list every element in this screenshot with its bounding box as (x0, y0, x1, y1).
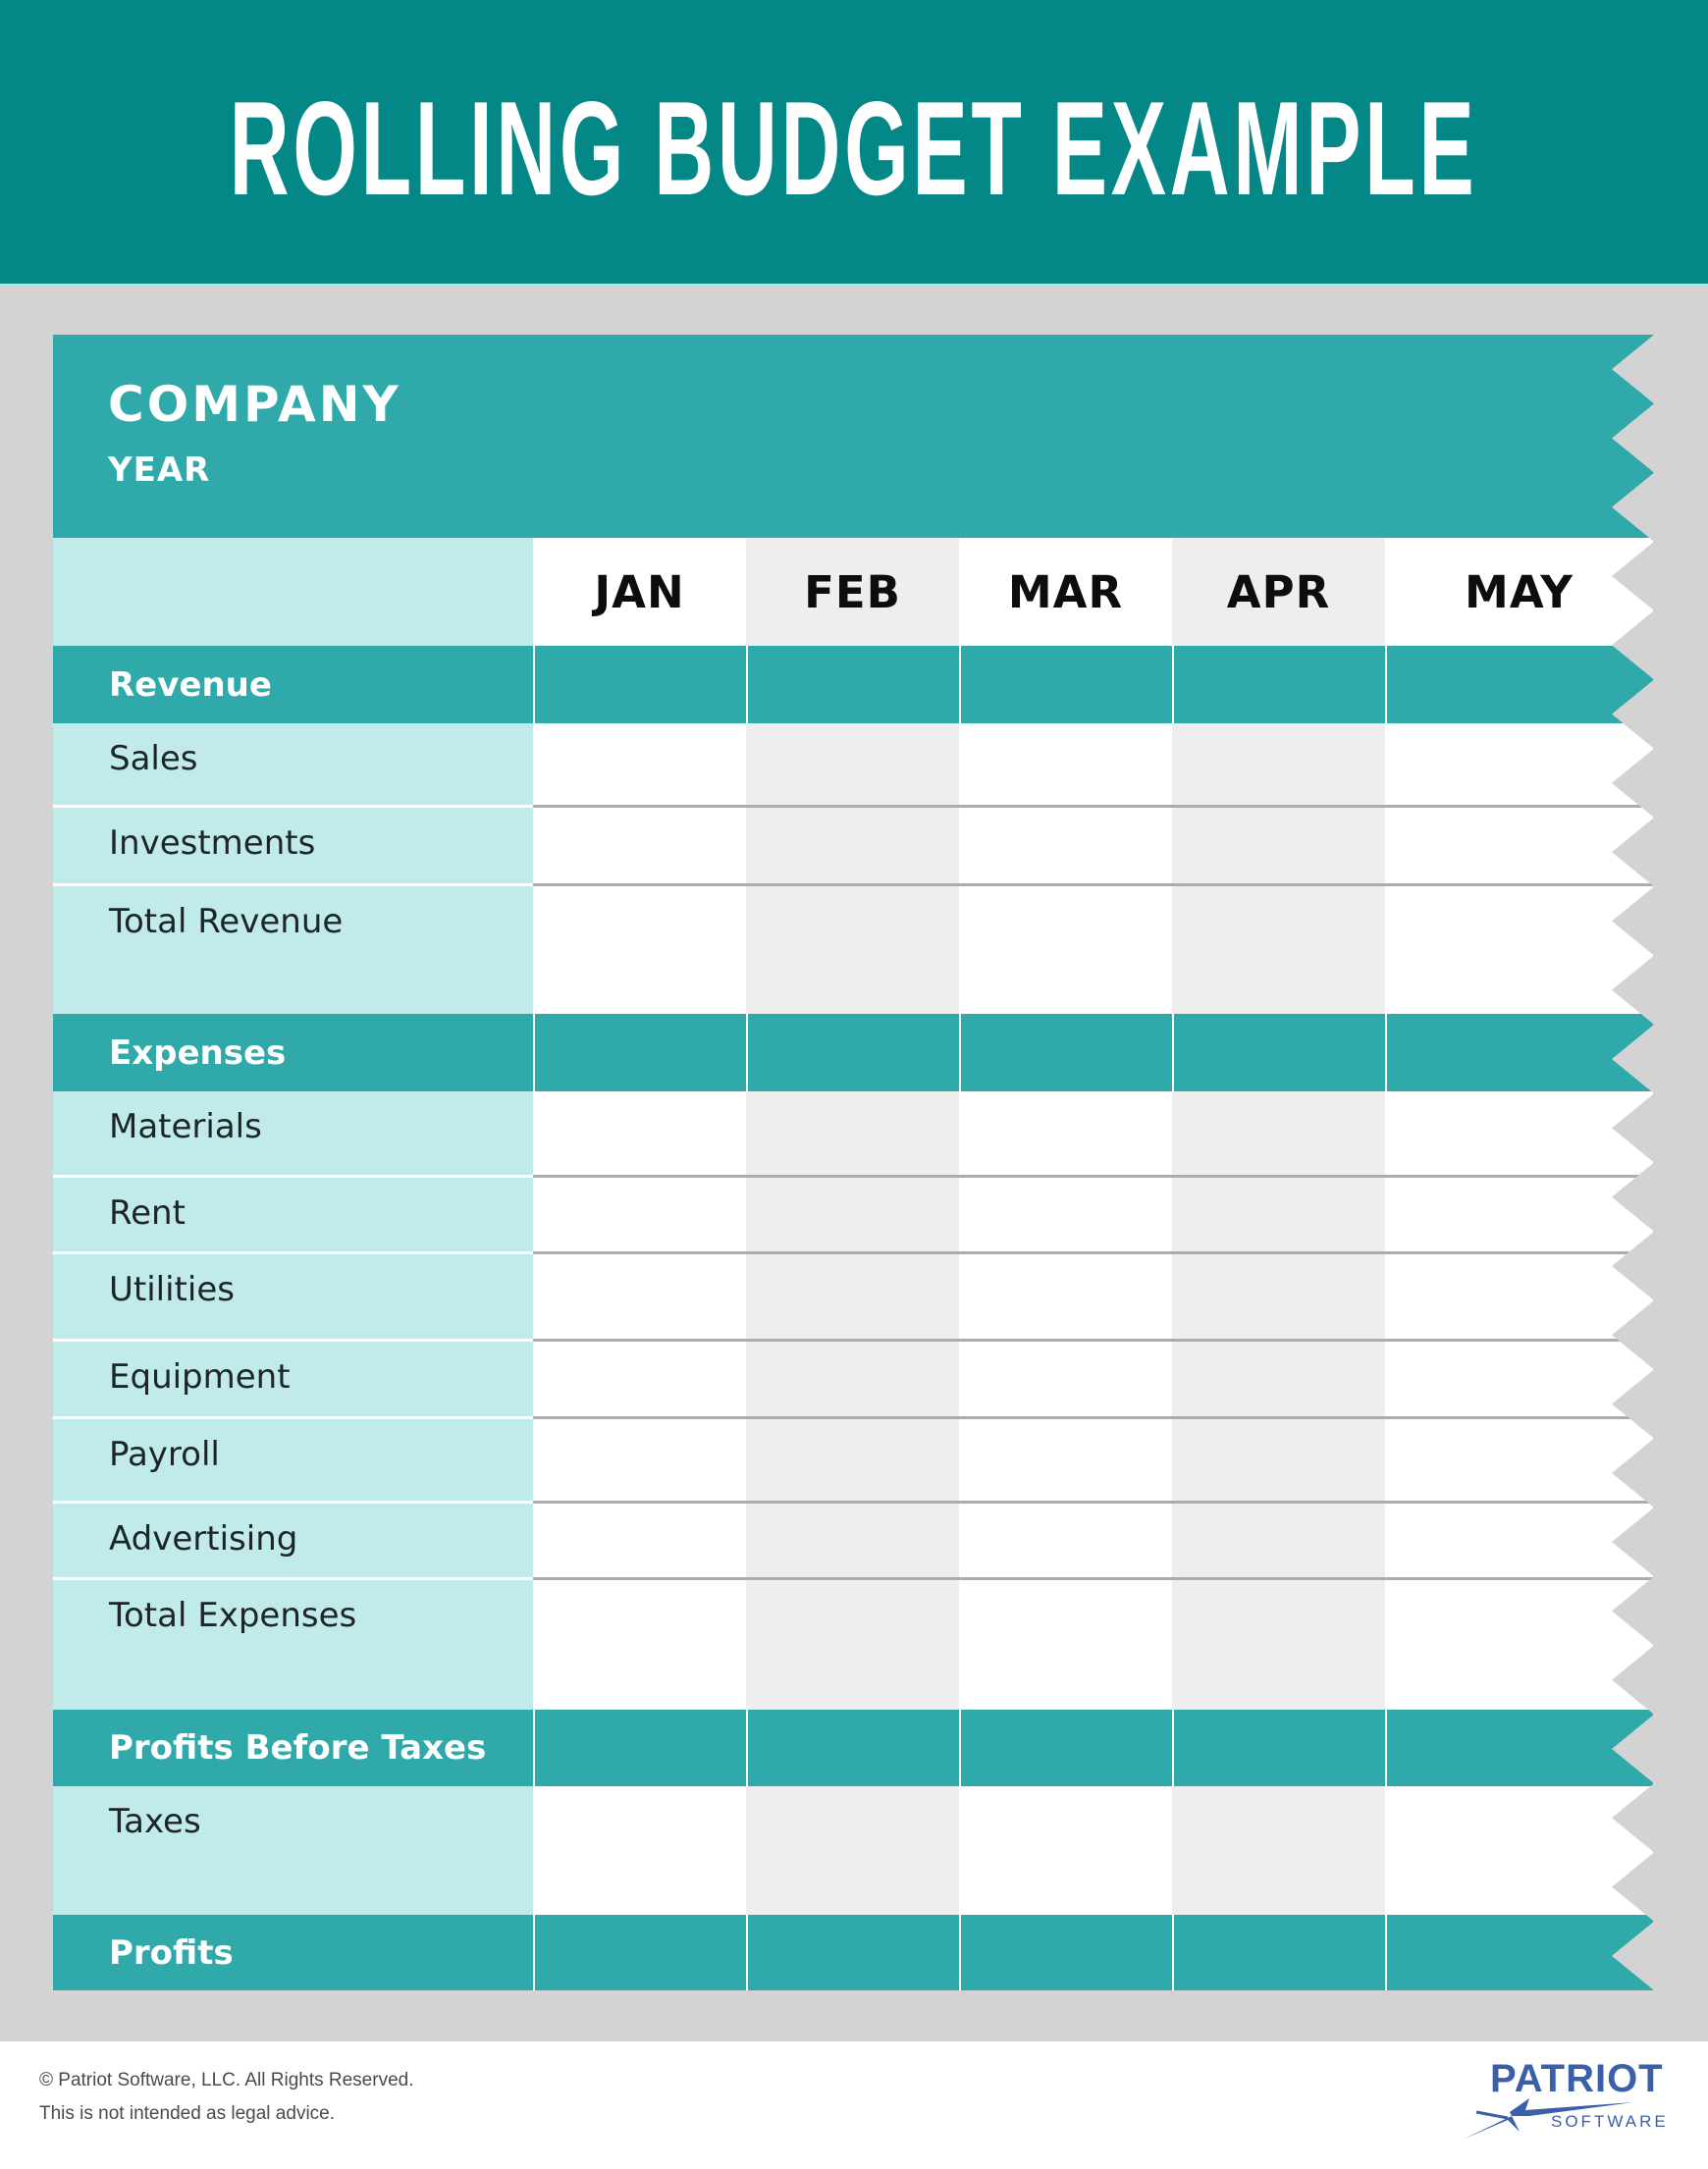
logo-subtitle: SOFTWARE (1551, 2112, 1669, 2131)
row-total-revenue (53, 886, 1654, 1014)
section-revenue (53, 646, 1654, 723)
row-taxes (53, 1786, 1654, 1915)
cell-jan[interactable] (533, 1786, 746, 1915)
cell-apr[interactable] (1172, 1254, 1385, 1342)
section-label: Profits Before Taxes (53, 1710, 533, 1786)
cell-feb[interactable] (746, 1419, 959, 1504)
cell-mar[interactable] (959, 1091, 1172, 1178)
cell-apr[interactable] (1172, 1915, 1385, 1990)
row-utilities (53, 1254, 1654, 1342)
cell-apr[interactable] (1172, 1342, 1385, 1419)
cell-feb[interactable] (746, 1178, 959, 1254)
section-label: Profits (53, 1915, 533, 1990)
patriot-software-logo (1461, 2057, 1677, 2140)
logo-wordmark: PATRIOT (1490, 2057, 1664, 2100)
row-rent (53, 1178, 1654, 1254)
page-header (0, 0, 1708, 284)
cell-mar[interactable] (959, 1710, 1172, 1786)
cell-jan[interactable] (533, 886, 746, 1014)
company-band (53, 335, 1654, 538)
zigzag-edge-decoration (1610, 335, 1669, 1990)
cell-mar[interactable] (959, 1419, 1172, 1504)
month-header-mar: MAR (959, 538, 1172, 646)
row-label: Materials (53, 1091, 533, 1178)
cell-mar[interactable] (959, 1014, 1172, 1091)
header-spacer (53, 538, 533, 646)
section-label: Expenses (53, 1014, 533, 1091)
cell-jan[interactable] (533, 1014, 746, 1091)
cell-feb[interactable] (746, 1342, 959, 1419)
cell-mar[interactable] (959, 1254, 1172, 1342)
section-profits-before-taxes (53, 1710, 1654, 1786)
cell-jan[interactable] (533, 723, 746, 808)
cell-jan[interactable] (533, 1504, 746, 1580)
month-header-jan: JAN (533, 538, 746, 646)
cell-apr[interactable] (1172, 1419, 1385, 1504)
row-label: Rent (53, 1178, 533, 1254)
cell-apr[interactable] (1172, 723, 1385, 808)
cell-apr[interactable] (1172, 1504, 1385, 1580)
cell-apr[interactable] (1172, 808, 1385, 886)
cell-apr[interactable] (1172, 1014, 1385, 1091)
cell-jan[interactable] (533, 1915, 746, 1990)
row-label: Sales (53, 723, 533, 808)
cell-feb[interactable] (746, 1580, 959, 1710)
cell-feb[interactable] (746, 1254, 959, 1342)
copyright-text: © Patriot Software, LLC. All Rights Reserved. (39, 2070, 414, 2090)
row-label: Total Expenses (53, 1580, 533, 1710)
month-header-feb: FEB (746, 538, 959, 646)
cell-apr[interactable] (1172, 1580, 1385, 1710)
row-total-expenses (53, 1580, 1654, 1710)
section-expenses (53, 1014, 1654, 1091)
cell-apr[interactable] (1172, 886, 1385, 1014)
cell-feb[interactable] (746, 808, 959, 886)
month-header-apr: APR (1172, 538, 1385, 646)
cell-jan[interactable] (533, 1419, 746, 1504)
cell-mar[interactable] (959, 1580, 1172, 1710)
cell-apr[interactable] (1172, 646, 1385, 723)
cell-jan[interactable] (533, 1710, 746, 1786)
cell-feb[interactable] (746, 1014, 959, 1091)
cell-jan[interactable] (533, 1254, 746, 1342)
cell-mar[interactable] (959, 1178, 1172, 1254)
cell-mar[interactable] (959, 808, 1172, 886)
cell-apr[interactable] (1172, 1178, 1385, 1254)
row-equipment (53, 1342, 1654, 1419)
cell-jan[interactable] (533, 1342, 746, 1419)
cell-feb[interactable] (746, 1091, 959, 1178)
cell-mar[interactable] (959, 1915, 1172, 1990)
cell-jan[interactable] (533, 1580, 746, 1710)
cell-jan[interactable] (533, 1091, 746, 1178)
cell-feb[interactable] (746, 1915, 959, 1990)
cell-apr[interactable] (1172, 1091, 1385, 1178)
cell-mar[interactable] (959, 1786, 1172, 1915)
company-name: COMPANY (108, 376, 401, 433)
cell-jan[interactable] (533, 646, 746, 723)
row-label: Total Revenue (53, 886, 533, 1014)
cell-apr[interactable] (1172, 1710, 1385, 1786)
row-payroll (53, 1419, 1654, 1504)
cell-feb[interactable] (746, 1786, 959, 1915)
row-label: Advertising (53, 1504, 533, 1580)
month-header-row (53, 538, 1654, 646)
cell-feb[interactable] (746, 886, 959, 1014)
row-label: Equipment (53, 1342, 533, 1419)
cell-jan[interactable] (533, 808, 746, 886)
cell-mar[interactable] (959, 1342, 1172, 1419)
row-label: Investments (53, 808, 533, 886)
cell-mar[interactable] (959, 1504, 1172, 1580)
cell-feb[interactable] (746, 646, 959, 723)
cell-feb[interactable] (746, 1504, 959, 1580)
row-label: Utilities (53, 1254, 533, 1342)
cell-mar[interactable] (959, 723, 1172, 808)
cell-feb[interactable] (746, 1710, 959, 1786)
cell-apr[interactable] (1172, 1786, 1385, 1915)
month-header-may: MAY (1385, 538, 1653, 646)
row-investments (53, 808, 1654, 886)
cell-feb[interactable] (746, 723, 959, 808)
cell-mar[interactable] (959, 646, 1172, 723)
company-year: YEAR (108, 450, 211, 490)
cell-mar[interactable] (959, 886, 1172, 1014)
row-sales (53, 723, 1654, 808)
row-materials (53, 1091, 1654, 1178)
row-label: Payroll (53, 1419, 533, 1504)
section-label: Revenue (53, 646, 533, 723)
cell-jan[interactable] (533, 1178, 746, 1254)
row-label: Taxes (53, 1786, 533, 1915)
disclaimer-text: This is not intended as legal advice. (39, 2103, 336, 2124)
row-advertising (53, 1504, 1654, 1580)
page-title: ROLLING BUDGET EXAMPLE (230, 74, 1478, 223)
budget-sheet (53, 335, 1654, 1990)
section-profits (53, 1915, 1654, 1990)
